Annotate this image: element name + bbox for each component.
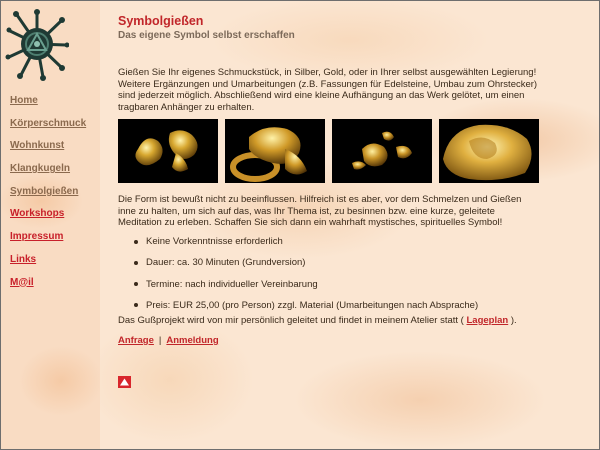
closing-paragraph xyxy=(118,315,548,326)
closing-text-after: ). xyxy=(508,315,517,326)
nav-links[interactable]: Links xyxy=(10,253,37,265)
bullet-icon xyxy=(134,282,138,286)
sidebar xyxy=(1,1,100,449)
link-separator: | xyxy=(158,335,162,346)
main-navigation xyxy=(10,95,86,299)
intro-paragraph: Gießen Sie Ihr eigenes Schmuckstück, in Silber, Gold, oder in Ihrer selbst ausgewählten Legierung! Weitere Ergänzungen und Umarbeitungen (z.B. Fassungen für Edelsteine, Umbau zum Ohrstecker) sind jederzeit möglich. Abschließend wird eine kleine Aufhängung an das Werk gelötet, um einen tragbaren Anhänger zu erhalten. xyxy=(118,67,538,113)
list-item xyxy=(134,257,478,278)
nav-home[interactable]: Home xyxy=(10,95,38,106)
up-arrow-icon xyxy=(118,376,131,388)
nav-wohnkunst[interactable]: Wohnkunst xyxy=(10,140,65,152)
nav-mail[interactable]: M@il xyxy=(10,276,34,288)
nav-koerperschmuck[interactable]: Körperschmuck xyxy=(10,117,87,129)
page-title: Symbolgießen xyxy=(118,14,204,28)
bullet-icon xyxy=(134,240,138,244)
photo-gold-ring[interactable] xyxy=(225,119,325,183)
action-links xyxy=(118,335,219,346)
nav-klangkugeln[interactable]: Klangkugeln xyxy=(10,163,71,175)
detail-text: Keine Vorkenntnisse erforderlich xyxy=(146,236,283,247)
photo-gold-closeup[interactable] xyxy=(439,119,539,183)
nav-symbolgiessen[interactable]: Symbolgießen xyxy=(10,185,79,197)
bullet-icon xyxy=(134,261,138,265)
photo-gallery xyxy=(118,119,540,183)
detail-text: Preis: EUR 25,00 (pro Person) zzgl. Material (Umarbeitungen nach Absprache) xyxy=(146,299,479,311)
detail-text: Termine: nach individueller Vereinbarung xyxy=(146,278,318,290)
photo-gold-pieces-2[interactable] xyxy=(332,119,432,183)
list-item xyxy=(134,279,478,300)
nav-impressum[interactable]: Impressum xyxy=(10,231,64,243)
form-paragraph: Die Form ist bewußt nicht zu beeinflussen. Hilfreich ist es aber, vor dem Schmelzen und Gießen inne zu halten, um sich auf das, was Ihr Thema ist, zu besinnen bzw. eine kurze, geleitete Meditation zu erleben. Schaffen Sie sich dann ein wahrhaft mystisches, spirituelles Symbol! xyxy=(118,194,522,228)
nav-workshops[interactable]: Workshops xyxy=(10,208,65,220)
detail-text: Dauer: ca. 30 Minuten (Grundversion) xyxy=(146,257,306,269)
anmeldung-link[interactable]: Anmeldung xyxy=(166,335,219,346)
logo[interactable] xyxy=(5,5,69,83)
list-item xyxy=(134,236,478,257)
closing-text-before: Das Gußprojekt wird von mir persönlich geleitet und findet in meinem Atelier statt ( xyxy=(118,315,467,326)
lageplan-link[interactable]: Lageplan xyxy=(466,315,509,326)
photo-gold-pieces-1[interactable] xyxy=(118,119,218,183)
page-subtitle: Das eigene Symbol selbst erschaffen xyxy=(118,30,295,41)
back-to-top-button[interactable] xyxy=(118,376,131,388)
bullet-icon xyxy=(134,303,138,307)
details-list xyxy=(134,236,478,321)
anfrage-link[interactable]: Anfrage xyxy=(118,335,154,346)
